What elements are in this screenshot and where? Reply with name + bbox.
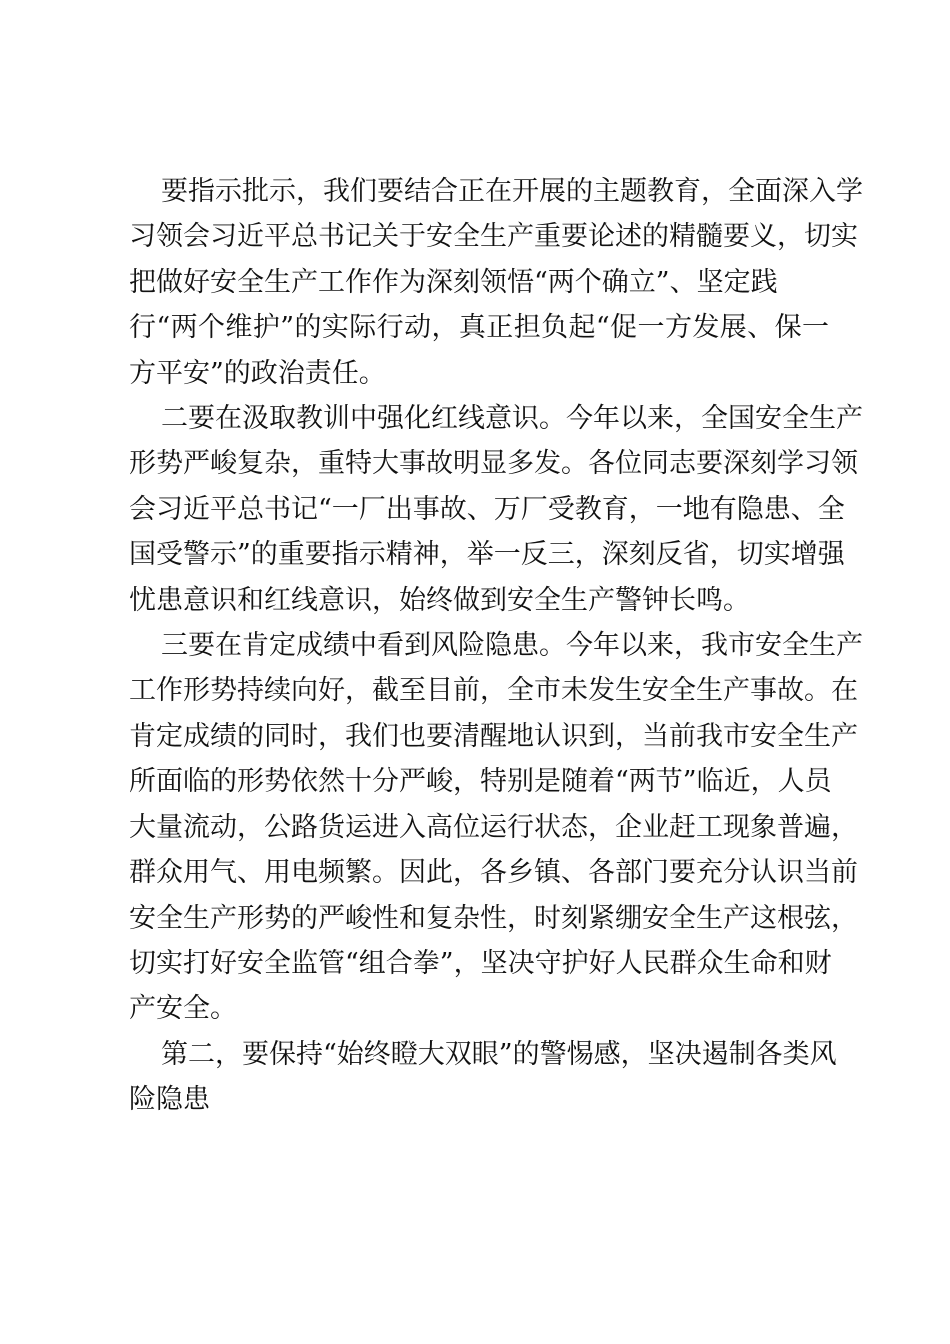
text-line: 三要在肯定成绩中看到风险隐患。今年以来，我市安全生产 <box>161 630 863 662</box>
text-line: 肯定成绩的同时，我们也要清醒地认识到，当前我市安全生产 <box>129 720 858 752</box>
document-body <box>129 169 863 1123</box>
text-line: 忧患意识和红线意识，始终做到安全生产警钟长鸣。 <box>129 584 750 616</box>
text-line: 产安全。 <box>129 993 237 1025</box>
text-line: 群众用气、用电频繁。因此，各乡镇、各部门要充分认识当前 <box>129 857 858 889</box>
section-heading-line: 第二，要保持“始终瞪大双眼”的警惕感，坚决遏制各类风 <box>161 1038 837 1070</box>
text-line: 大量流动，公路货运进入高位运行状态，企业赶工现象普遍， <box>129 811 858 843</box>
text-line: 工作形势持续向好，截至目前，全市未发生安全生产事故。在 <box>129 675 858 707</box>
section-heading-line: 险隐患 <box>129 1084 210 1116</box>
text-line: 行“两个维护”的实际行动，真正担负起“促一方发展、保一 <box>129 312 829 344</box>
text-line: 所面临的形势依然十分严峻，特别是随着“两节”临近，人员 <box>129 766 832 798</box>
text-line: 会习近平总书记“一厂出事故、万厂受教育，一地有隐患、全 <box>129 493 845 525</box>
text-line: 二要在汲取教训中强化红线意识。今年以来，全国安全生产 <box>161 403 863 435</box>
text-line: 习领会习近平总书记关于安全生产重要论述的精髓要义，切实 <box>129 221 858 253</box>
text-line: 要指示批示，我们要结合正在开展的主题教育，全面深入学 <box>161 176 863 207</box>
text-line: 把做好安全生产工作作为深刻领悟“两个确立”、坚定践 <box>129 266 778 298</box>
text-line: 方平安”的政治责任。 <box>129 357 386 389</box>
text-line: 切实打好安全监管“组合拳”，坚决守护好人民群众生命和财 <box>129 947 832 979</box>
text-line: 安全生产形势的严峻性和复杂性，时刻紧绷安全生产这根弦， <box>129 902 858 934</box>
text-line: 形势严峻复杂，重特大事故明显多发。各位同志要深刻学习领 <box>129 448 858 480</box>
text-line: 国受警示”的重要指示精神，举一反三，深刻反省，切实增强 <box>129 539 845 571</box>
